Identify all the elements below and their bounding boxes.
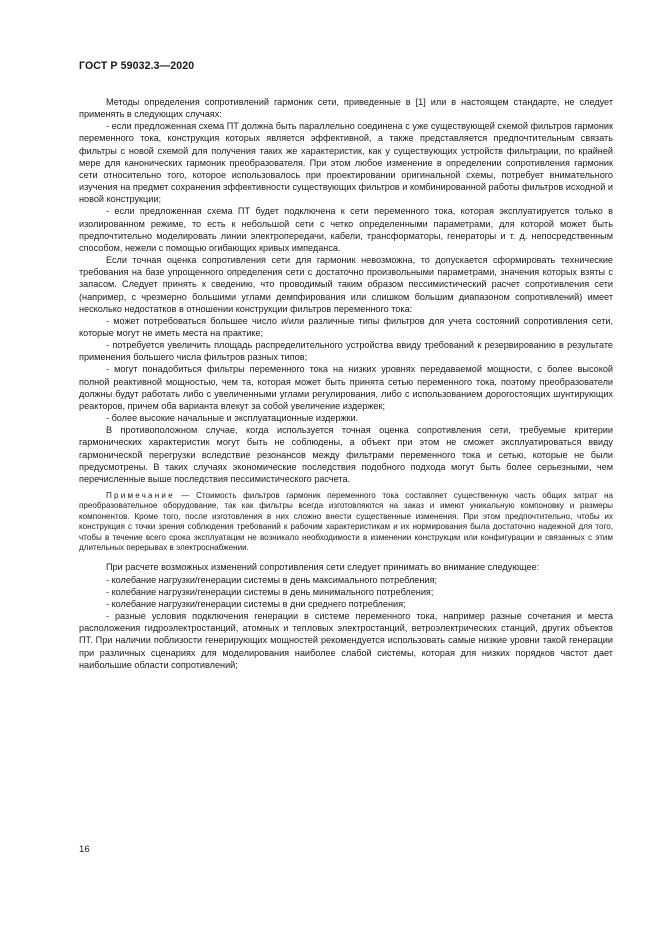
paragraph: Если точная оценка сопротивления сети для гармоник невозможна, то допускается сформировать технические требования на базе упрощенного определения сети с достаточно произвольными параметрами, значения которых взяты с запасом. Следует принять к сведению, что проводимый таким образом пессимистический расчет сопротивления сети (например, с чрезмерно большими углами демпфирования или слишком большим диапазоном сопротивлений) имеет несколько недостатков в отношении конструкции фильтров переменного тока:	[79, 255, 613, 314]
list-item: - колебание нагрузки/генерации системы в день максимального потребления;	[106, 574, 437, 585]
page-number: 16	[79, 844, 90, 855]
list-item: - если предложенная схема ПТ должна быть параллельно соединена с уже существующей схемой фильтров гармоник переменного тока, конструкция которых является эффективной, а также представляется предпочтительным связать фильтры с новой схемой для получения таких же характеристик, как у существующих устройств фильтрации, по крайней мере для канонических гармоник преобразователя. При этом любое изменение в определении сопротивления гармоник сети относительно того, которое использовалось при проектировании оригинальной схемы, потребует внимательного изучения на предмет сохранения эффективности существующих фильтров и комбинированной работы фильтров исходной и новой конструкции;	[79, 121, 613, 205]
note-text: — Стоимость фильтров гармоник переменного тока составляет существенную часть общих затрат на преобразовательное оборудование, так как фильтры всегда изготовляются на заказ и имеют уникальную компоновку и размеры компонентов. Кроме того, после изготовления в них сложно внести существенные изменения. При этом предпочтительно, чтобы их конструкция с точки зрения соблюдения требований к рабочим характеристикам и их нормирования была достаточно надежной для того, чтобы в течение всего срока эксплуатации не возникало необходимости в изменении конструкции или конфигурации и связанных с этим длительных перерывах в электроснабжении.	[79, 491, 613, 553]
list-item: - колебание нагрузки/генерации системы в день минимального потребления;	[106, 586, 434, 597]
list-item: - может потребоваться большее число и/или различные типы фильтров для учета состояний сопротивления сети, которые могут не иметь места на практике;	[79, 315, 613, 338]
list-item: - потребуется увеличить площадь распределительного устройства ввиду требований к резервированию в результате применения большего числа фильтров разных типов;	[79, 340, 613, 363]
standard-designation: ГОСТ Р 59032.3—2020	[79, 60, 195, 72]
document-body	[79, 96, 613, 671]
list-item: - колебание нагрузки/генерации системы в дни среднего потребления;	[106, 598, 406, 609]
list-item: - разные условия подключения генерации в системе переменного тока, например разные сочетания и места расположения гидроэлектростанций, атомных и тепловых электростанций, ветроэлектрических станций, других объектов ПТ. При наличии поблизости генерирующих мощностей рекомендуется использовать самые низкие уровни такой генерации при различных сценариях для моделирования наиболее слабой системы, которая для низких порядков частот дает наибольшие области сопротивлений;	[79, 611, 613, 670]
note-label: Примечание	[106, 491, 175, 500]
list-item: - могут понадобиться фильтры переменного тока на низких уровнях передаваемой мощности, с более высокой полной реактивной мощностью, чем та, которая может быть принята сетью переменного тока, поэтому преобразователи должны будут работать либо с увеличенными углами регулирования, либо с использованием дорогостоящих шунтирующих реакторов, причем оба варианта влекут за собой увеличение издержек;	[79, 364, 613, 411]
note	[79, 491, 613, 553]
paragraph: При расчете возможных изменений сопротивления сети следует принимать во внимание следующее:	[106, 562, 540, 573]
paragraph: Методы определения сопротивлений гармоник сети, приведенные в [1] или в настоящем стандарте, не следует применять в следующих случаях:	[79, 97, 613, 120]
list-item: - если предложенная схема ПТ будет подключена к сети переменного тока, которая эксплуатируется только в изолированном режиме, то есть к небольшой сети с четко определенными параметрами, для которой может быть предпочтительно моделировать линии электропередачи, кабели, трансформаторы, генераторы и т. д. непосредственным способом, нежели с помощью огибающих кривых импеданса.	[79, 206, 613, 253]
paragraph: В противоположном случае, когда используется точная оценка сопротивления сети, требуемые критерии гармонических характеристик могут быть не соблюдены, а объект при этом не сможет эксплуатироваться ввиду гармонической перегрузки вследствие резонансов между фильтрами переменного тока и сетью, которые не были предусмотрены. В таких случаях экономические последствия подобного подхода могут быть более серьезными, чем перечисленные выше последствия пессимистического расчета.	[79, 425, 613, 484]
list-item: - более высокие начальные и эксплуатационные издержки.	[106, 413, 359, 424]
